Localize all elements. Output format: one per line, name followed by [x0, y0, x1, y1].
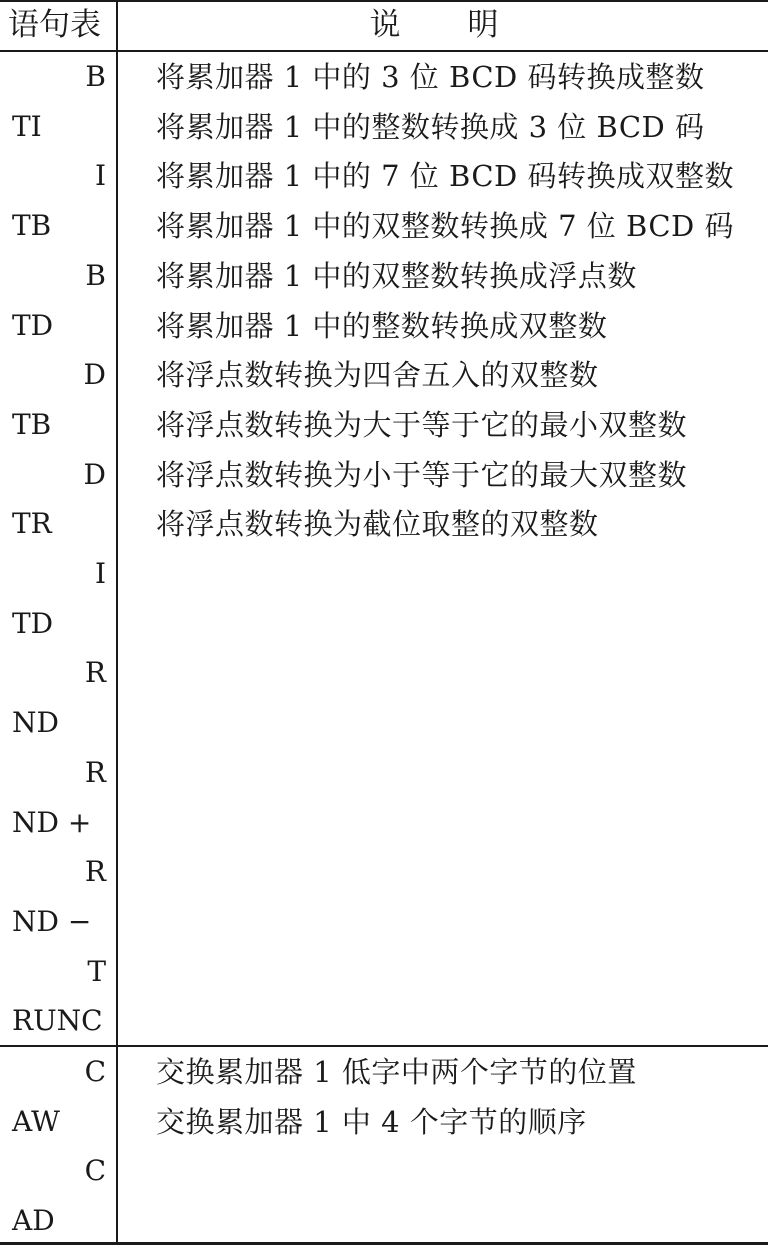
- table-row: [0, 748, 768, 798]
- statement-cell: I: [94, 557, 106, 590]
- statement-cell: TD: [12, 308, 54, 342]
- statement-cell: TB: [12, 407, 52, 441]
- description-cell: 交换累加器 1 中 4 个字节的顺序: [156, 1104, 587, 1139]
- statement-cell: B: [85, 60, 106, 93]
- statement-cell: TD: [12, 606, 54, 640]
- description-cell: 将累加器 1 中的 7 位 BCD 码转换成双整数: [156, 159, 735, 194]
- statement-cell: TR: [12, 507, 52, 541]
- description-cell: 将累加器 1 中的 3 位 BCD 码转换成整数: [156, 60, 705, 94]
- description-cell: 将浮点数转换为截位取整的双整数: [156, 507, 599, 542]
- table-row: [0, 897, 768, 947]
- table-row: [0, 301, 768, 351]
- table-row: [0, 499, 768, 549]
- table-row: [0, 947, 768, 997]
- table-row: [0, 1196, 768, 1246]
- table-row: [0, 400, 768, 450]
- statement-cell: C: [84, 1055, 106, 1088]
- table-row: [0, 996, 768, 1046]
- table-row: [0, 648, 768, 698]
- statement-cell: RUNC: [12, 1004, 103, 1038]
- statement-cell: ND +: [12, 805, 92, 839]
- table-row: [0, 1047, 768, 1097]
- description-cell: 将浮点数转换为大于等于它的最小双整数: [156, 407, 688, 442]
- statement-cell: ND: [12, 706, 59, 740]
- statement-cell: TI: [12, 109, 42, 143]
- statement-cell: T: [87, 954, 106, 988]
- table-row: [0, 847, 768, 897]
- description-cell: 将累加器 1 中的双整数转换成 7 位 BCD 码: [156, 209, 735, 244]
- header-description: 说 明: [369, 7, 517, 43]
- statement-cell: R: [84, 855, 106, 889]
- statement-cell: ND −: [12, 904, 92, 938]
- statement-cell: AD: [12, 1203, 55, 1237]
- description-cell: 将累加器 1 中的整数转换成双整数: [156, 308, 608, 343]
- table-row: [0, 102, 768, 152]
- table-row: [0, 1097, 768, 1147]
- description-cell: 将累加器 1 中的整数转换成 3 位 BCD 码: [156, 109, 705, 144]
- table-row: [0, 450, 768, 500]
- table-row: [0, 201, 768, 251]
- table-row: [0, 599, 768, 649]
- statement-cell: D: [83, 457, 106, 491]
- statement-cell: R: [84, 656, 106, 690]
- statement-cell: AW: [12, 1104, 60, 1138]
- description-cell: 将浮点数转换为四舍五入的双整数: [156, 358, 599, 393]
- description-cell: 将浮点数转换为小于等于它的最大双整数: [156, 457, 688, 492]
- description-cell: 将累加器 1 中的双整数转换成浮点数: [156, 258, 637, 293]
- header-statement: 语句表: [8, 7, 101, 43]
- table-row: [0, 350, 768, 400]
- statement-cell: B: [85, 258, 106, 292]
- table-row: [0, 151, 768, 201]
- statement-cell: I: [94, 159, 106, 193]
- description-cell: 交换累加器 1 低字中两个字节的位置: [156, 1055, 637, 1089]
- statement-cell: D: [83, 358, 106, 392]
- statement-cell: R: [84, 755, 106, 789]
- table-row: [0, 798, 768, 848]
- table-row: [0, 1146, 768, 1196]
- statement-cell: TB: [12, 209, 52, 243]
- table-row: [0, 52, 768, 102]
- table-row: [0, 698, 768, 748]
- table-row: [0, 251, 768, 301]
- table-row: [0, 549, 768, 599]
- statement-cell: C: [84, 1154, 106, 1187]
